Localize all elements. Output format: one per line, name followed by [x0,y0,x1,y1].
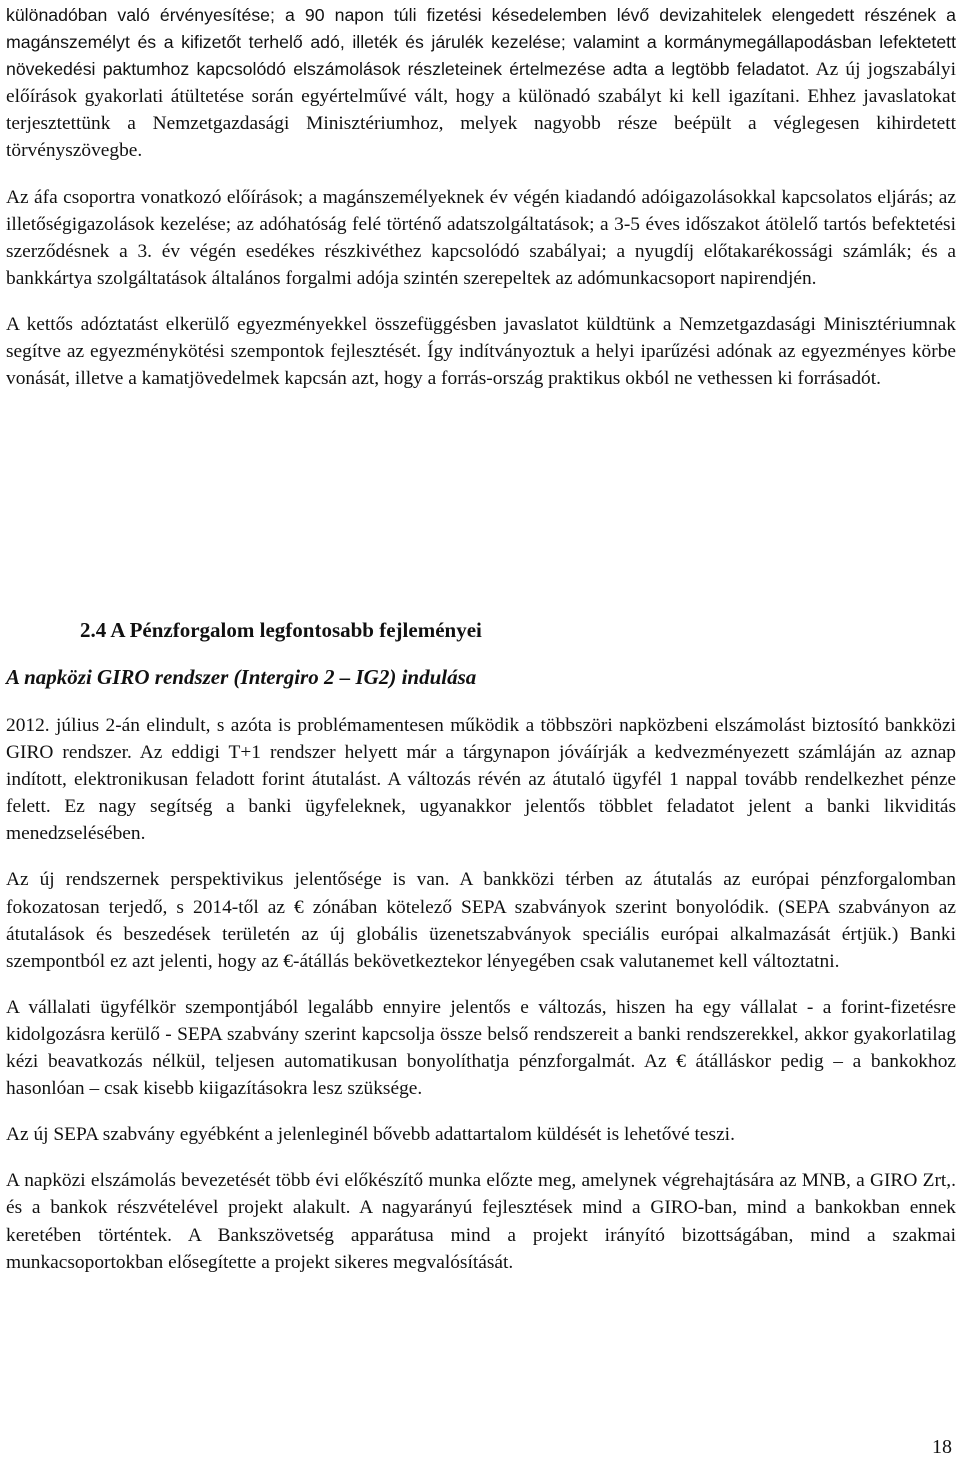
intro-paragraph-serif-text: Az új jogszabályi előírások gyakorlati átültetése során egyértelművé vált, hogy a különadó szabályt ki kell igazítani. Ehhez javaslatokat terjesztettünk a Nemzetgazdasági Minisztériumhoz, melyek nagyobb része beépült a véglegesen kihirdetett törvényszövegbe. [6,59,956,162]
document-page [6,2,956,1273]
paragraph-giro-launch: 2012. július 2-án elindult, s azóta is problémamentesen működik a többszöri napközbeni elszámolást biztosító bankközi GIRO rendszer. Az eddigi T+1 rendszer helyett már a tárgynapon jóváírják a kedvezményezett számláján az aznap indított, elektronikusan feladott forint átutalást. A változás révén az átutaló ügyfél 1 nappal tovább rendelkezhet pénze felett. Ez nagy segítség a banki ügyfeleknek, ugyanakkor jelentős többlet feladatot jelent a banki likviditás menedzselésében. [6,715,956,845]
section-heading: 2.4 A Pénzforgalom legfontosabb fejleményei [80,618,482,642]
page-number: 18 [932,1436,952,1458]
paragraph-sepa-standard: Az új SEPA szabvány egyébként a jelenleginél bővebb adattartalom küldését is lehetővé teszi. [6,1124,735,1146]
paragraph-project: A napközi elszámolás bevezetését több évi előkészítő munka előzte meg, amelynek végrehajtására az MNB, a GIRO Zrt,. és a bankok részvételével projekt alakult. A nagyarányú fejlesztések mind a GIRO-ban, mind a bankokban ennek keretében történtek. A Bankszövetség apparátusa mind a projekt irányító bizottságában, mind a szakmai munkacsoportokban elősegítette a projekt sikeres megvalósítását. [6,1170,956,1273]
paragraph-vat-group: Az áfa csoportra vonatkozó előírások; a magánszemélyeknek év végén kiadandó adóigazolásokkal kapcsolatos eljárás; az illetőségigazolások kezelése; az adóhatóság felé történő adatszolgáltatások; a 3-5 éves időszakot átölelő tartós befektetési szerződésnek a 3. év végén esedékes részkivéthez kapcsolódó szabályai; a nyugdíj előtakarékossági számlák; és a bankkártya szolgáltatások általános forgalmi adója szintén szerepeltek az adómunkacsoport napirendjén. [6,186,956,289]
intro-paragraph [6,2,956,165]
section-body [6,712,956,1276]
paragraph-corporate-clients: A vállalati ügyfélkör szempontjából legalább ennyire jelentős e változás, hiszen ha egy vállalat - a forint-fizetésre kidolgozásra kerülő - SEPA szabvány szerint kapcsolja össze belső rendszereit a banki rendszerekkel, akkor gyakorlatilag kézi beavatkozás nélkül, teljesen automatikusan bonyolíthatja pénzforgalmát. Az € átálláskor pedig – a bankokhoz hasonlóan – csak kisebb kiigazításokra lesz szüksége. [6,996,956,1100]
paragraph-double-taxation: A kettős adóztatást elkerülő egyezményekkel összefüggésben javaslatot küldtünk a Nemzetgazdasági Minisztériumnak segítve az egyezménykötési szempontok fejlesztését. Így indítványoztuk a helyi iparűzési adónak az egyezményes körbe vonását, illetve a kamatjövedelmek kapcsán azt, hogy a forrás-ország praktikus okból ne vethessen ki forrásadót. [6,313,956,390]
paragraph-perspective: Az új rendszernek perspektivikus jelentősége is van. A bankközi térben az átutalás az európai pénzforgalomban fokozatosan terjedő, s 2014-től az € zónában kötelező SEPA szabványok szerint bonyolódik. (SEPA szabványon az átutalások és beszedések területén az új globális üzenetszabványok speciális európai alkalmazását értjük.) Banki szempontból ez azt jelenti, hogy az €-átállás bekövetkeztekor lényegében csak valutanemet kell változtatni. [6,869,956,972]
sub-heading: A napközi GIRO rendszer (Intergiro 2 – IG2) indulása [6,665,477,689]
intro-paragraph-sans-text: különadóban való érvényesítése; a 90 napon túli fizetési késedelemben lévő devizahitelek elengedett részének a magánszemélyt és a kifizetőt terhelő adó, illeték és járulék kezelése; valamint a kormánymegállapodásban lefektetett növekedési paktumhoz kapcsolódó elszámolások részleteinek értelmezése adta a legtöbb feladatot. [6,5,956,80]
